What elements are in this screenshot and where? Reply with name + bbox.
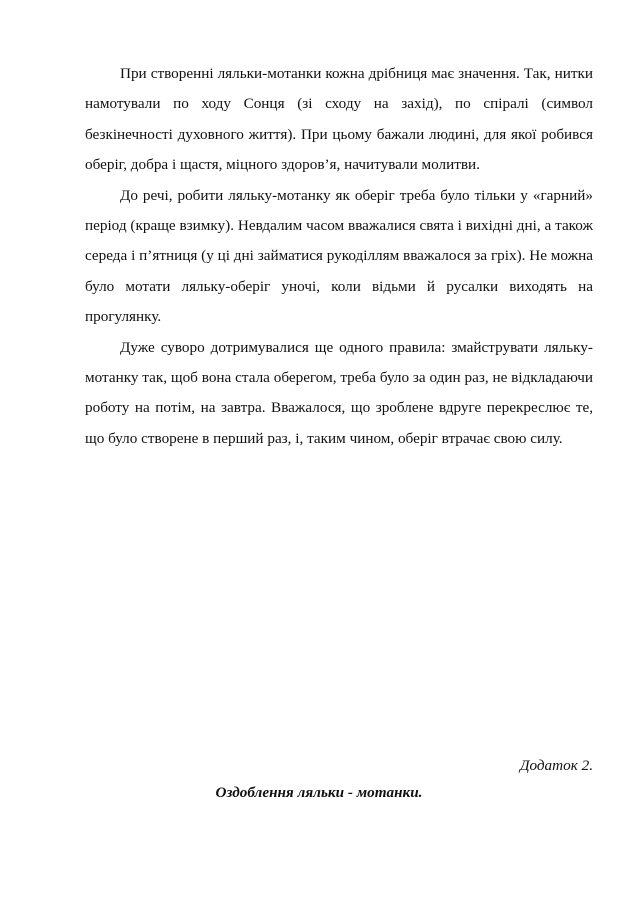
appendix-label: Додаток 2.	[519, 757, 593, 774]
paragraph-2: До речі, робити ляльку-мотанку як оберіг треба було тільки у «гарний» період (краще взимку). Невдалим часом вважалися свята і вихідні дні, а також середа і п’ятниця (у ці дні займатися рукоділлям вважалося за гріх). Не можна було мотати ляльку-оберіг уночі, коли відьми й русалки виходять на прогулянку.	[85, 186, 593, 326]
body-text	[85, 59, 593, 454]
paragraph-3: Дуже суворо дотримувалися ще одного правила: змайструвати ляльку-мотанку так, щоб вона стала оберегом, треба було за один раз, не відкладаючи роботу на потім, на завтра. Вважалося, що зроблене вдруге перекреслює те, що було створене в перший раз, і, таким чином, оберіг втрачає свою силу.	[85, 338, 593, 447]
paragraph-1: При створенні ляльки-мотанки кожна дрібниця має значення. Так, нитки намотували по ходу Сонця (зі сходу на захід), по спіралі (символ безкінечності духовного життя). При цьому бажали людині, для якої робився оберіг, добра і щастя, міцного здоров’я, начитували молитви.	[85, 65, 593, 174]
appendix-title: Оздоблення ляльки - мотанки.	[215, 784, 423, 801]
